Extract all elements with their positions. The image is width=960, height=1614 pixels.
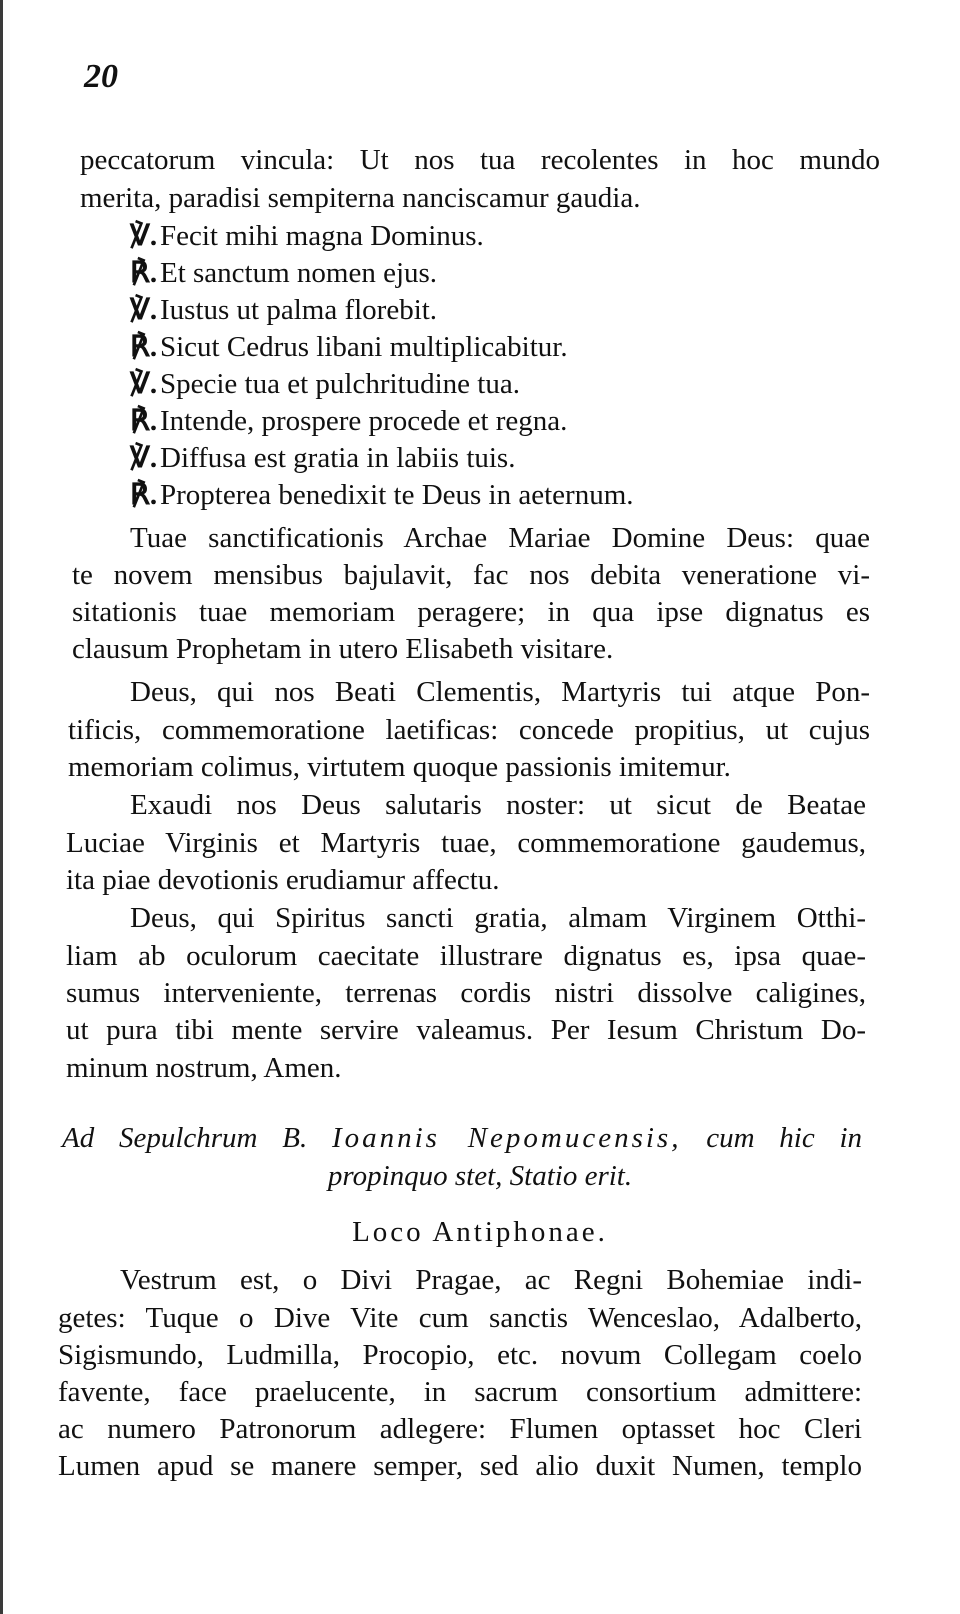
response-symbol: ℟. [130,479,158,511]
versicle-text: Propterea benedixit te Deus in aeternum. [160,479,634,511]
versicle-symbol: ℣. [130,368,158,400]
text-line: Exaudi nos Deus salutaris noster: ut sicut de Beatae [130,789,866,821]
versicle-text: Specie tua et pulchritudine tua. [160,368,520,400]
text-line: Luciae Virginis et Martyris tuae, commemoratione gaudemus, [66,827,866,859]
versicle-symbol: ℣. [130,442,158,474]
text-line: liam ab oculorum caecitate illustrare dignatus es, ipsa quae- [66,940,866,972]
versicle-line [130,329,568,365]
text-line: Tuae sanctificationis Archae Mariae Domine Deus: quae [130,522,870,554]
text-line: Lumen apud se manere semper, sed alio duxit Numen, templo [58,1450,862,1482]
text-line: favente, face praelucente, in sacrum consortium admittere: [58,1376,862,1408]
versicle-symbol: ℣. [130,294,158,326]
versicle-line [130,292,437,328]
text-line: ac numero Patronorum adlegere: Flumen optasset hoc Cleri [58,1413,862,1445]
text-line: sumus interveniente, terrenas cordis nistri dissolve caligines, [66,977,866,1009]
versicle-line [130,255,437,291]
text-line: ita piae devotionis erudiamur affectu. [66,864,500,896]
text-line: sitationis tuae memoriam peragere; in qua ipse dignatus es [72,596,870,628]
text-line: getes: Tuque o Dive Vite cum sanctis Wenceslao, Adalberto, [58,1302,862,1334]
rubric-text: cum hic in [706,1122,863,1154]
response-symbol: ℟. [130,257,158,289]
versicle-text: Et sanctum nomen ejus. [160,257,438,289]
text-line: Sigismundo, Ludmilla, Procopio, etc. novum Collegam coelo [58,1339,862,1371]
text-line: ut pura tibi mente servire valeamus. Per Iesum Christum Do- [66,1014,866,1046]
rubric-spaced-text: Ioannis Nepomucensis, [331,1122,682,1154]
versicle-text: Sicut Cedrus libani multiplicabitur. [160,331,568,363]
text-line: minum nostrum, Amen. [66,1052,342,1084]
section-heading: Loco Antiphonae. [352,1216,608,1248]
versicle-text: Intende, prospere procede et regna. [160,405,568,437]
versicle-line [130,403,567,439]
text-line: te novem mensibus bajulavit, fac nos debita veneratione vi- [72,559,870,591]
page-number: 20 [84,58,118,95]
versicle-line [130,366,520,402]
versicle-text: Iustus ut palma florebit. [160,294,438,326]
versicle-line [130,440,515,476]
versicle-line [130,218,484,254]
text-line: Deus, qui nos Beati Clementis, Martyris tui atque Pon- [130,676,870,708]
rubric-line: propinquo stet, Statio erit. [327,1160,633,1192]
response-symbol: ℟. [130,405,158,437]
page-edge [0,0,3,1614]
text-line: merita, paradisi sempiterna nanciscamur gaudia. [80,182,641,214]
response-symbol: ℟. [130,331,158,363]
rubric-line [62,1120,862,1156]
text-line: tificis, commemoratione laetificas: concede propitius, ut cujus [68,714,870,746]
text-line: Vestrum est, o Divi Pragae, ac Regni Bohemiae indi- [120,1264,862,1296]
versicle-text: Fecit mihi magna Dominus. [160,220,484,252]
text-line: memoriam colimus, virtutem quoque passionis imitemur. [68,751,731,783]
rubric-text: Ad Sepulchrum B. [62,1122,308,1154]
text-line: peccatorum vincula: Ut nos tua recolentes in hoc mundo [80,144,880,176]
text-line: clausum Prophetam in utero Elisabeth visitare. [72,633,614,665]
text-line: Deus, qui Spiritus sancti gratia, almam Virginem Otthi- [130,902,866,934]
versicle-symbol: ℣. [130,220,158,252]
versicle-line [130,477,634,513]
versicle-text: Diffusa est gratia in labiis tuis. [160,442,516,474]
